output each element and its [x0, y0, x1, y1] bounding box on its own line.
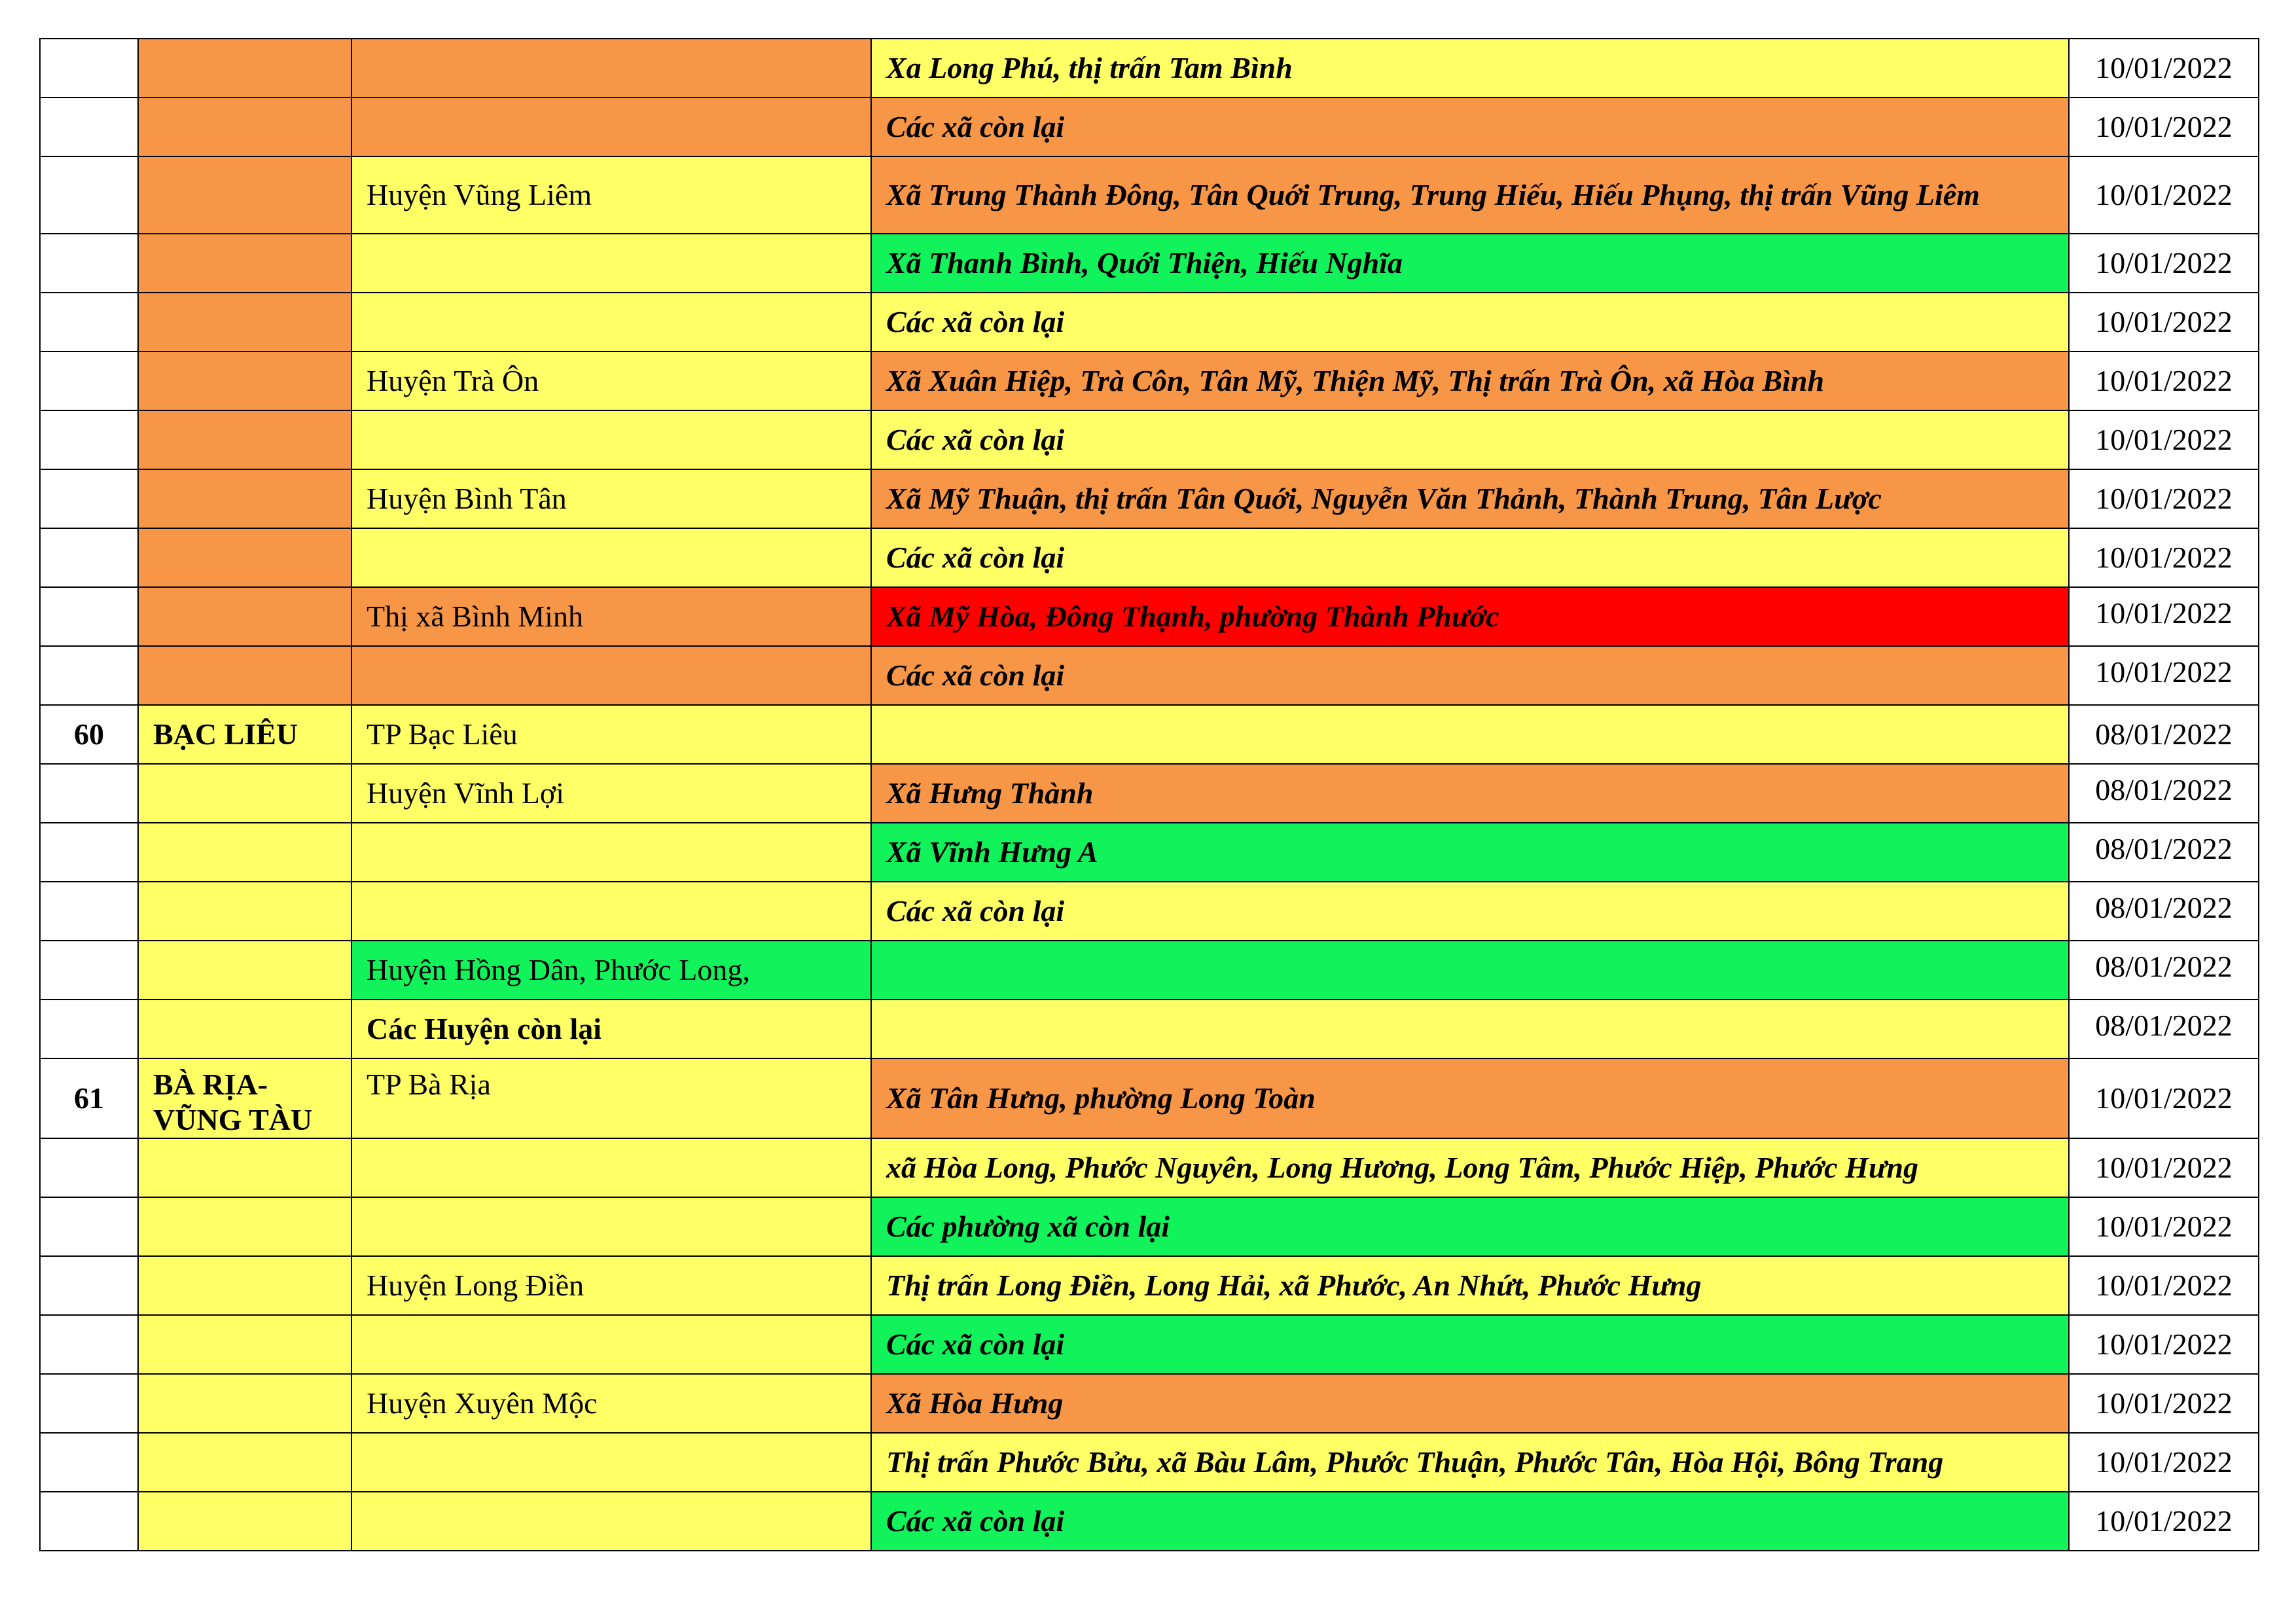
- row-number-cell: [40, 469, 138, 528]
- date-cell: 10/01/2022: [2069, 1256, 2259, 1315]
- table-row: [40, 39, 2259, 98]
- date-cell: 10/01/2022: [2069, 98, 2259, 156]
- district-cell: [351, 823, 871, 882]
- date-cell: 10/01/2022: [2069, 1374, 2259, 1433]
- table-row: [40, 1256, 2259, 1315]
- commune-cell: [871, 1000, 2069, 1058]
- row-number-cell: [40, 1000, 138, 1058]
- province-cell: [138, 1138, 351, 1197]
- date-cell: 10/01/2022: [2069, 1197, 2259, 1256]
- province-cell: [138, 410, 351, 469]
- district-cell: [351, 293, 871, 352]
- date-cell: 10/01/2022: [2069, 156, 2259, 234]
- province-cell: [138, 39, 351, 98]
- row-number-cell: 60: [40, 705, 138, 764]
- district-cell: [351, 98, 871, 156]
- date-cell: 10/01/2022: [2069, 1058, 2259, 1138]
- date-cell: 10/01/2022: [2069, 1138, 2259, 1197]
- district-cell: Huyện Trà Ôn: [351, 352, 871, 410]
- commune-cell: Các xã còn lại: [871, 98, 2069, 156]
- commune-cell: Xã Vĩnh Hưng A: [871, 823, 2069, 882]
- province-cell: [138, 587, 351, 646]
- district-cell: Thị xã Bình Minh: [351, 587, 871, 646]
- commune-cell: xã Hòa Long, Phước Nguyên, Long Hương, Long Tâm, Phước Hiệp, Phước Hưng: [871, 1138, 2069, 1197]
- table-row: [40, 1197, 2259, 1256]
- district-cell: Huyện Long Điền: [351, 1256, 871, 1315]
- commune-cell: Các xã còn lại: [871, 1315, 2069, 1374]
- table-row: [40, 1138, 2259, 1197]
- date-cell: 10/01/2022: [2069, 528, 2259, 587]
- table-row: [40, 469, 2259, 528]
- district-cell: [351, 882, 871, 941]
- date-cell: 10/01/2022: [2069, 410, 2259, 469]
- commune-cell: Các xã còn lại: [871, 410, 2069, 469]
- table-row: [40, 293, 2259, 352]
- district-cell: [351, 1197, 871, 1256]
- row-number-cell: [40, 1197, 138, 1256]
- row-number-cell: [40, 1315, 138, 1374]
- table-row: [40, 1374, 2259, 1433]
- table-row: [40, 410, 2259, 469]
- district-cell: [351, 1492, 871, 1551]
- district-cell: [351, 410, 871, 469]
- row-number-cell: [40, 1138, 138, 1197]
- commune-cell: Xã Mỹ Hòa, Đông Thạnh, phường Thành Phước: [871, 587, 2069, 646]
- table-row: [40, 1433, 2259, 1492]
- province-cell: BẠC LIÊU: [138, 705, 351, 764]
- row-number-cell: [40, 646, 138, 705]
- date-cell: 10/01/2022: [2069, 293, 2259, 352]
- commune-cell: Thị trấn Phước Bửu, xã Bàu Lâm, Phước Thuận, Phước Tân, Hòa Hội, Bông Trang: [871, 1433, 2069, 1492]
- commune-cell: Thị trấn Long Điền, Long Hải, xã Phước, An Nhứt, Phước Hưng: [871, 1256, 2069, 1315]
- commune-cell: Xã Trung Thành Đông, Tân Quới Trung, Trung Hiếu, Hiếu Phụng, thị trấn Vũng Liêm: [871, 156, 2069, 234]
- table-row: [40, 823, 2259, 882]
- date-cell: 10/01/2022: [2069, 1433, 2259, 1492]
- district-cell: [351, 234, 871, 293]
- commune-cell: Xã Thanh Bình, Quới Thiện, Hiếu Nghĩa: [871, 234, 2069, 293]
- date-cell: 08/01/2022: [2069, 823, 2259, 882]
- commune-cell: Xã Mỹ Thuận, thị trấn Tân Quới, Nguyễn Văn Thảnh, Thành Trung, Tân Lược: [871, 469, 2069, 528]
- district-cell: [351, 1138, 871, 1197]
- row-number-cell: [40, 823, 138, 882]
- province-cell: [138, 234, 351, 293]
- province-cell: [138, 1374, 351, 1433]
- province-cell: [138, 1315, 351, 1374]
- table-row: [40, 1058, 2259, 1138]
- province-cell: [138, 1197, 351, 1256]
- province-cell: [138, 293, 351, 352]
- date-cell: 10/01/2022: [2069, 234, 2259, 293]
- row-number-cell: [40, 1433, 138, 1492]
- province-cell: BÀ RỊA-VŨNG TÀU: [138, 1058, 351, 1138]
- commune-cell: Xã Hòa Hưng: [871, 1374, 2069, 1433]
- table-row: [40, 764, 2259, 823]
- district-cell: [351, 528, 871, 587]
- date-cell: 08/01/2022: [2069, 941, 2259, 1000]
- province-cell: [138, 352, 351, 410]
- district-cell: [351, 39, 871, 98]
- table-row: [40, 705, 2259, 764]
- commune-cell: Xã Tân Hưng, phường Long Toàn: [871, 1058, 2069, 1138]
- row-number-cell: [40, 352, 138, 410]
- table-row: [40, 98, 2259, 156]
- zoning-table: [39, 38, 2259, 1551]
- date-cell: 10/01/2022: [2069, 587, 2259, 646]
- table-row: [40, 234, 2259, 293]
- district-cell: TP Bà Rịa: [351, 1058, 871, 1138]
- district-cell: TP Bạc Liêu: [351, 705, 871, 764]
- table-body: [40, 39, 2259, 1551]
- commune-cell: Xã Hưng Thành: [871, 764, 2069, 823]
- province-cell: [138, 156, 351, 234]
- row-number-cell: [40, 1492, 138, 1551]
- date-cell: 10/01/2022: [2069, 646, 2259, 705]
- province-cell: [138, 469, 351, 528]
- commune-cell: Các xã còn lại: [871, 882, 2069, 941]
- district-cell: Huyện Hồng Dân, Phước Long,: [351, 941, 871, 1000]
- commune-cell: Xã Xuân Hiệp, Trà Côn, Tân Mỹ, Thiện Mỹ, Thị trấn Trà Ôn, xã Hòa Bình: [871, 352, 2069, 410]
- row-number-cell: [40, 156, 138, 234]
- commune-cell: [871, 941, 2069, 1000]
- row-number-cell: [40, 941, 138, 1000]
- province-cell: [138, 1256, 351, 1315]
- row-number-cell: [40, 1374, 138, 1433]
- row-number-cell: [40, 39, 138, 98]
- row-number-cell: [40, 234, 138, 293]
- commune-cell: Các xã còn lại: [871, 646, 2069, 705]
- district-cell: [351, 646, 871, 705]
- province-cell: [138, 646, 351, 705]
- province-cell: [138, 823, 351, 882]
- province-cell: [138, 1433, 351, 1492]
- district-cell: Huyện Bình Tân: [351, 469, 871, 528]
- province-cell: [138, 528, 351, 587]
- district-cell: Huyện Vĩnh Lợi: [351, 764, 871, 823]
- row-number-cell: [40, 1256, 138, 1315]
- table-row: [40, 156, 2259, 234]
- province-cell: [138, 98, 351, 156]
- row-number-cell: [40, 882, 138, 941]
- table-row: [40, 352, 2259, 410]
- row-number-cell: [40, 528, 138, 587]
- district-cell: Huyện Vũng Liêm: [351, 156, 871, 234]
- commune-cell: Các phường xã còn lại: [871, 1197, 2069, 1256]
- date-cell: 10/01/2022: [2069, 469, 2259, 528]
- table-row: [40, 646, 2259, 705]
- date-cell: 10/01/2022: [2069, 39, 2259, 98]
- district-cell: [351, 1433, 871, 1492]
- date-cell: 10/01/2022: [2069, 1492, 2259, 1551]
- commune-cell: Xa Long Phú, thị trấn Tam Bình: [871, 39, 2069, 98]
- commune-cell: Các xã còn lại: [871, 293, 2069, 352]
- date-cell: 10/01/2022: [2069, 1315, 2259, 1374]
- table-row: [40, 1000, 2259, 1058]
- row-number-cell: 61: [40, 1058, 138, 1138]
- province-cell: [138, 941, 351, 1000]
- commune-cell: Các xã còn lại: [871, 528, 2069, 587]
- row-number-cell: [40, 410, 138, 469]
- table-row: [40, 1315, 2259, 1374]
- row-number-cell: [40, 587, 138, 646]
- province-cell: [138, 1492, 351, 1551]
- province-cell: [138, 1000, 351, 1058]
- row-number-cell: [40, 764, 138, 823]
- date-cell: 08/01/2022: [2069, 1000, 2259, 1058]
- date-cell: 08/01/2022: [2069, 882, 2259, 941]
- table-row: [40, 882, 2259, 941]
- district-cell: [351, 1315, 871, 1374]
- row-number-cell: [40, 293, 138, 352]
- province-cell: [138, 882, 351, 941]
- table-row: [40, 587, 2259, 646]
- province-cell: [138, 764, 351, 823]
- date-cell: 08/01/2022: [2069, 705, 2259, 764]
- commune-cell: Các xã còn lại: [871, 1492, 2069, 1551]
- district-cell: Huyện Xuyên Mộc: [351, 1374, 871, 1433]
- table-row: [40, 941, 2259, 1000]
- commune-cell: [871, 705, 2069, 764]
- district-cell: Các Huyện còn lại: [351, 1000, 871, 1058]
- date-cell: 10/01/2022: [2069, 352, 2259, 410]
- date-cell: 08/01/2022: [2069, 764, 2259, 823]
- table-row: [40, 1492, 2259, 1551]
- table-row: [40, 528, 2259, 587]
- row-number-cell: [40, 98, 138, 156]
